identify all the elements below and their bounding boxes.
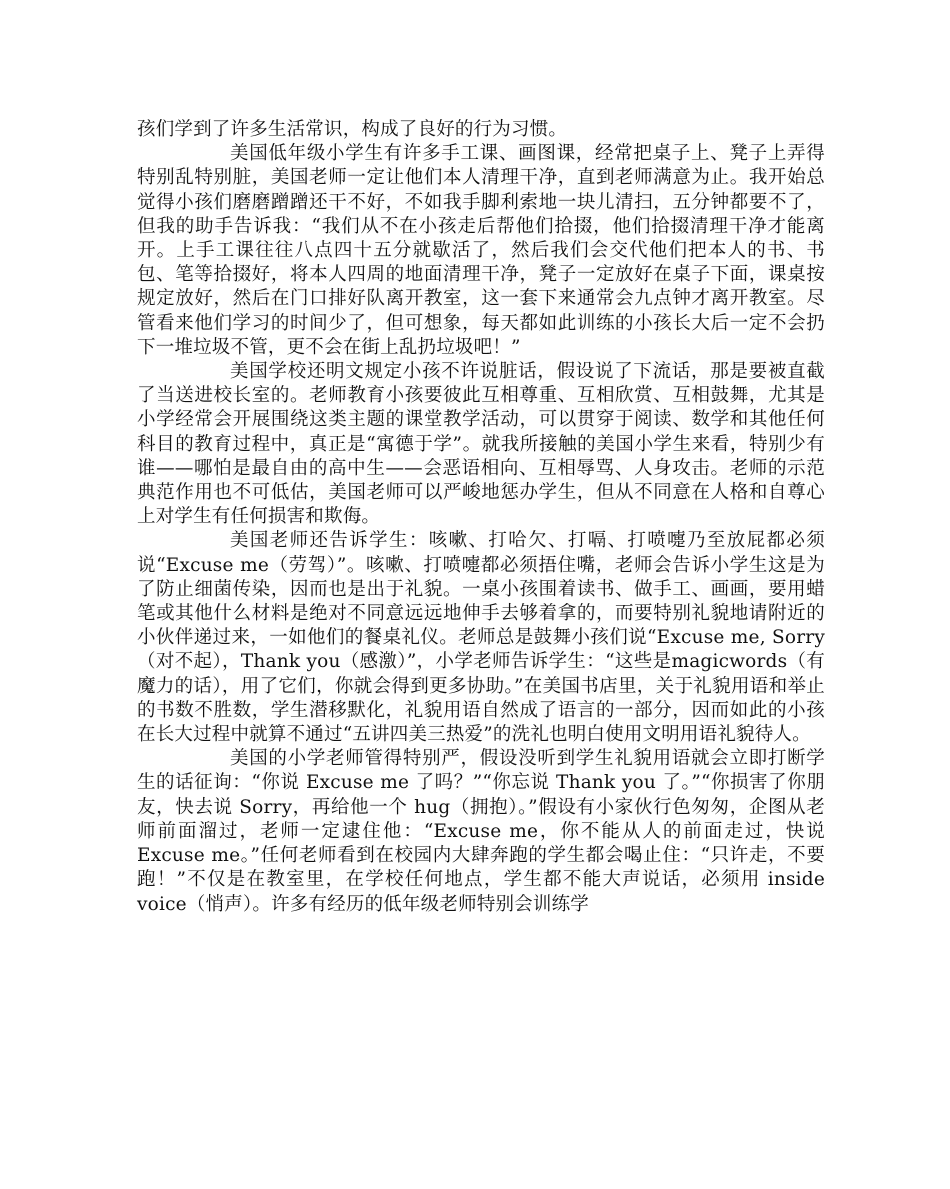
paragraph-1: 孩们学到了许多生活常识，构成了良好的行为习惯。 xyxy=(137,119,568,140)
paragraph-5: 美国的小学老师管得特别严，假设没听到学生礼貌用语就会立即打断学生的话征询：“你说 Excuse me 了吗？”“你忘说 Thank you 了。”“你损害了你朋友，快去说 Sorry，再给他一个 hug（拥抱）。”假设有小家伙行色匆匆，企图从老师前面溜过，老师一定逮住他：“Excuse me，你不能从人的前面走过，快说 Excuse me。”任何老师看到在校园内大肆奔跑的学生都会喝止住：“只许走，不要跑！”不仅是在教室里，在学校任何地点，学生都不能大声说话，必须用 inside voice（悄声）。许多有经历的低年级老师特别会训练学 xyxy=(137,748,825,915)
paragraph-2: 美国低年级小学生有许多手工课、画图课，经常把桌子上、凳子上弄得特别乱特别脏，美国老师一定让他们本人清理干净，直到老师满意为止。我开始总觉得小孩们磨磨蹭蹭还干不好，不如我手脚利索地一块儿清扫，五分钟都要不了，但我的助手告诉我：“我们从不在小孩走后帮他们拾掇，他们拾掇清理干净才能离开。上手工课往往八点四十五分就歇活了，然后我们会交代他们把本人的书、书包、笔等拾掇好，将本人四周的地面清理干净，凳子一定放好在桌子下面，课桌按规定放好，然后在门口排好队离开教室，这一套下来通常会九点钟才离开教室。尽管看来他们学习的时间少了，但可想象，每天都如此训练的小孩长大后一定不会扔下一堆垃圾不管，更不会在街上乱扔垃圾吧！” xyxy=(137,143,825,358)
body-text xyxy=(137,118,825,917)
paragraph-3: 美国学校还明文规定小孩不许说脏话，假设说了下流话，那是要被直截了当送进校长室的。老师教育小孩要彼此互相尊重、互相欣赏、互相鼓舞，尤其是小学经常会开展围绕这类主题的课堂教学活动，可以贯穿于阅读、数学和其他任何科目的教育过程中，真正是“寓德于学”。就我所接触的美国小学生来看，特别少有谁——哪怕是最自由的高中生——会恶语相向、互相辱骂、人身攻击。老师的示范典范作用也不可低估，美国老师可以严峻地惩办学生，但从不同意在人格和自尊心上对学生有任何损害和欺侮。 xyxy=(137,361,825,528)
paragraph-4: 美国老师还告诉学生：咳嗽、打哈欠、打嗝、打喷嚏乃至放屁都必须说“Excuse me（劳驾）”。咳嗽、打喷嚏都必须捂住嘴，老师会告诉小学生这是为了防止细菌传染，因而也是出于礼貌。一桌小孩围着读书、做手工、画画，要用蜡笔或其他什么材料是绝对不同意远远地伸手去够着拿的，而要特别礼貌地请附近的小伙伴递过来，一如他们的餐桌礼仪。老师总是鼓舞小孩们说“Excuse me, Sorry（对不起），Thank you（感激）”，小学老师告诉学生：“这些是magicwords（有魔力的话），用了它们，你就会得到更多协助。”在美国书店里，关于礼貌用语和举止的书数不胜数，学生潜移默化，礼貌用语自然成了语言的一部分，因而如此的小孩在长大过程中就算不通过“五讲四美三热爱”的洗礼也明白使用文明用语礼貌待人。 xyxy=(137,530,825,746)
